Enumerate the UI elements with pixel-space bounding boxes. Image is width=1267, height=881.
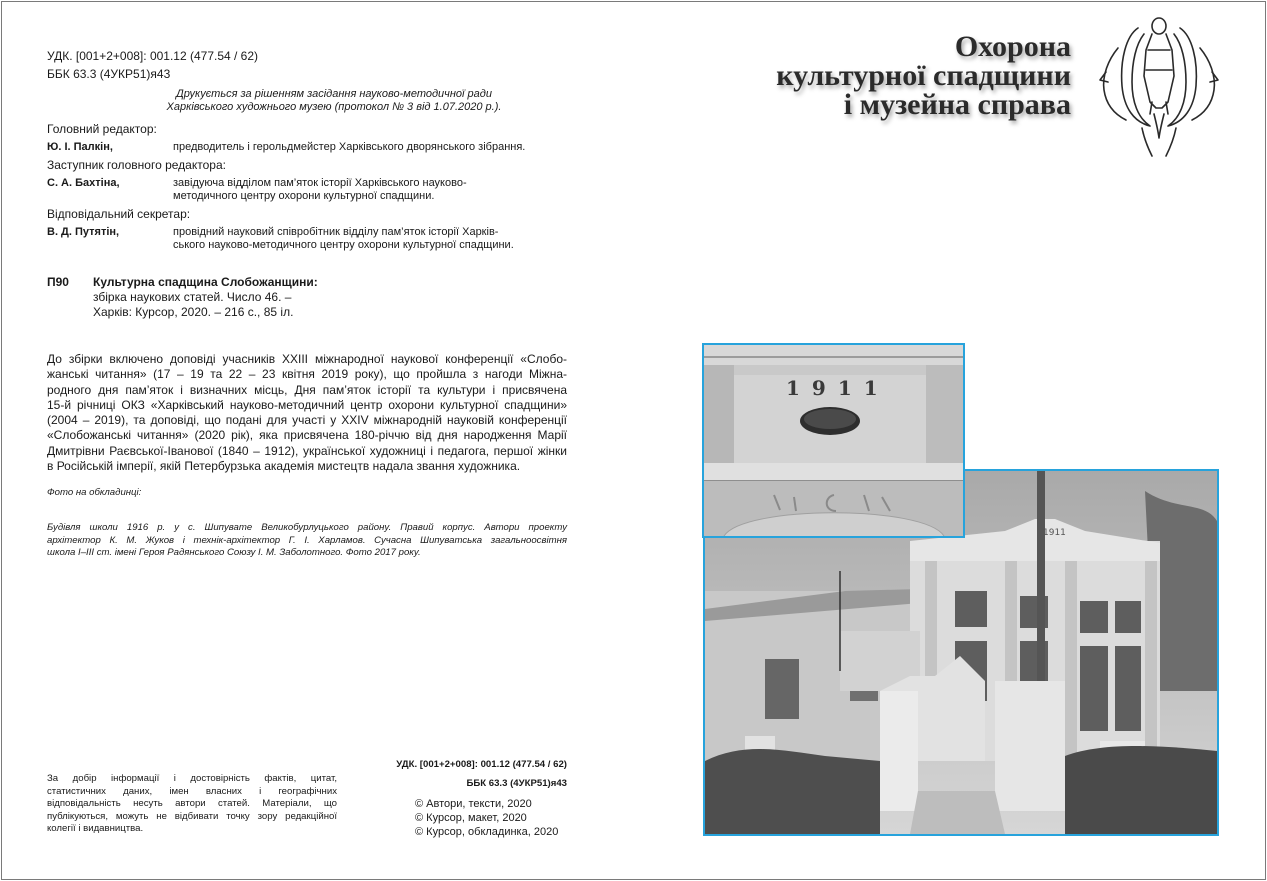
abstract-line: «Слобожанські читання» (2020 рік), яка присвячена 180-річчю від дня народження Марії (47, 428, 567, 443)
bottom-udk: УДК. [001+2+008]: 001.12 (477.54 / 62) (396, 759, 567, 770)
cover-title-line-2: культурної спадщини (776, 59, 1071, 92)
catalog-code: П90 (47, 275, 69, 289)
abstract-line: 15-й річниці ОКЗ «Харківський науково-методичний центр охорони культурної спадщини» (47, 397, 567, 412)
approval-line-1: Друкується за рішенням засідання науково-методичної ради (176, 88, 492, 100)
emblem-logo (1098, 10, 1220, 158)
disclaimer-line: колегії і видавництва. (47, 823, 144, 835)
caption-line: Будівля школи 1916 р. у с. Шипувате Великобурлуцького району. Правий корпус. Автори проекту (47, 522, 567, 533)
disclaimer-line: відповідальність несуть автори статей. Матеріали, що (47, 798, 337, 810)
deputy-name: С. А. Бахтіна, (47, 177, 120, 189)
deputy-desc-2: методичного центру охорони культурної спадщини. (173, 190, 435, 202)
editor-role: Головний редактор: (47, 122, 157, 136)
caption-line: архітектор К. М. Жуков і технік-архітектор Г. І. Харламов. Сучасна Шипуватська загальноосвітня (47, 534, 567, 546)
udk-code: УДК. [001+2+008]: 001.12 (477.54 / 62) (47, 49, 259, 63)
bbk-code: ББК 63.3 (4УКР51)я43 (47, 67, 171, 81)
cover-title (776, 32, 1071, 119)
catalog-title: Культурна спадщина Слобожанщини: (93, 275, 318, 289)
abstract-line: родного дня пам’яток і визначних місць, Дня пам’яток історії та культури і присвячена (47, 382, 567, 397)
approval-line-2: Харківського художнього музею (протокол № 3 від 1.07.2020 р.). (166, 101, 502, 113)
secretary-desc-2: ського науково-методичного центру охорони культурної спадщини. (173, 239, 514, 251)
cover-title-line-1: Охорона (954, 30, 1071, 63)
abstract-paragraph (47, 352, 567, 474)
copyright-layout: © Курсор, макет, 2020 (415, 812, 527, 824)
photo-caption-label: Фото на обкладинці: (47, 487, 142, 498)
deputy-role: Заступник головного редактора: (47, 158, 226, 172)
cover-title-line-3: і музейна справа (843, 88, 1071, 121)
disclaimer-line: За добір інформації і достовірність фактів, цитат, (47, 773, 337, 784)
disclaimer-line: публікуються, можуть не відбивати точку зору редакційної (47, 810, 337, 822)
inset-date: 1911 (786, 376, 890, 400)
disclaimer-line: статистичних даних, імен власних і географічних (47, 785, 337, 797)
photo-caption-text (47, 522, 567, 560)
abstract-line: жанські читання» (17 – 19 та 22 – 23 квітня 2019 року), що пройшла з нагоди Міжна- (47, 367, 567, 382)
secretary-name: В. Д. Путятін, (47, 226, 120, 238)
copyright-cover: © Курсор, обкладинка, 2020 (415, 826, 559, 838)
cover-inset-photo (702, 343, 965, 538)
abstract-line: До збірки включено доповіді учасників XXIII міжнародної наукової конференції «Слобо- (47, 352, 567, 366)
svg-text:1911: 1911 (1043, 528, 1066, 538)
bottom-bbk: ББК 63.3 (4УКР51)я43 (466, 778, 567, 789)
disclaimer (47, 773, 337, 836)
abstract-line: в Російській імперії, якій Петербурзька академія мистецтв надала звання художника. (47, 459, 521, 474)
abstract-line: Дмитрівни Раєвської-Іванової (1840 – 1912), української художниці і педагога, першої жінки (47, 443, 567, 458)
secretary-desc-1: провідний науковий співробітник відділу пам’яток історії Харків- (173, 226, 499, 238)
catalog-line-2: збірка наукових статей. Число 46. – (93, 290, 292, 304)
deputy-desc-1: завідуюча відділом пам’яток історії Харківського науково- (173, 177, 467, 189)
abstract-line: (2004 – 2019), та доповіді, що подані для участі у XXIV міжнародній науковій конференції (47, 413, 567, 428)
editor-desc: предводитель і герольдмейстер Харківського дворянського зібрання. (173, 141, 526, 153)
secretary-role: Відповідальний секретар: (47, 207, 191, 221)
caption-line: школа І–ІІІ ст. імені Героя Радянського Союзу І. М. Заболотного. Фото 2017 року. (47, 547, 421, 559)
editor-name: Ю. І. Палкін, (47, 141, 113, 153)
catalog-line-3: Харків: Курсор, 2020. – 216 с., 85 іл. (93, 305, 294, 319)
copyright-authors: © Автори, тексти, 2020 (415, 798, 532, 810)
